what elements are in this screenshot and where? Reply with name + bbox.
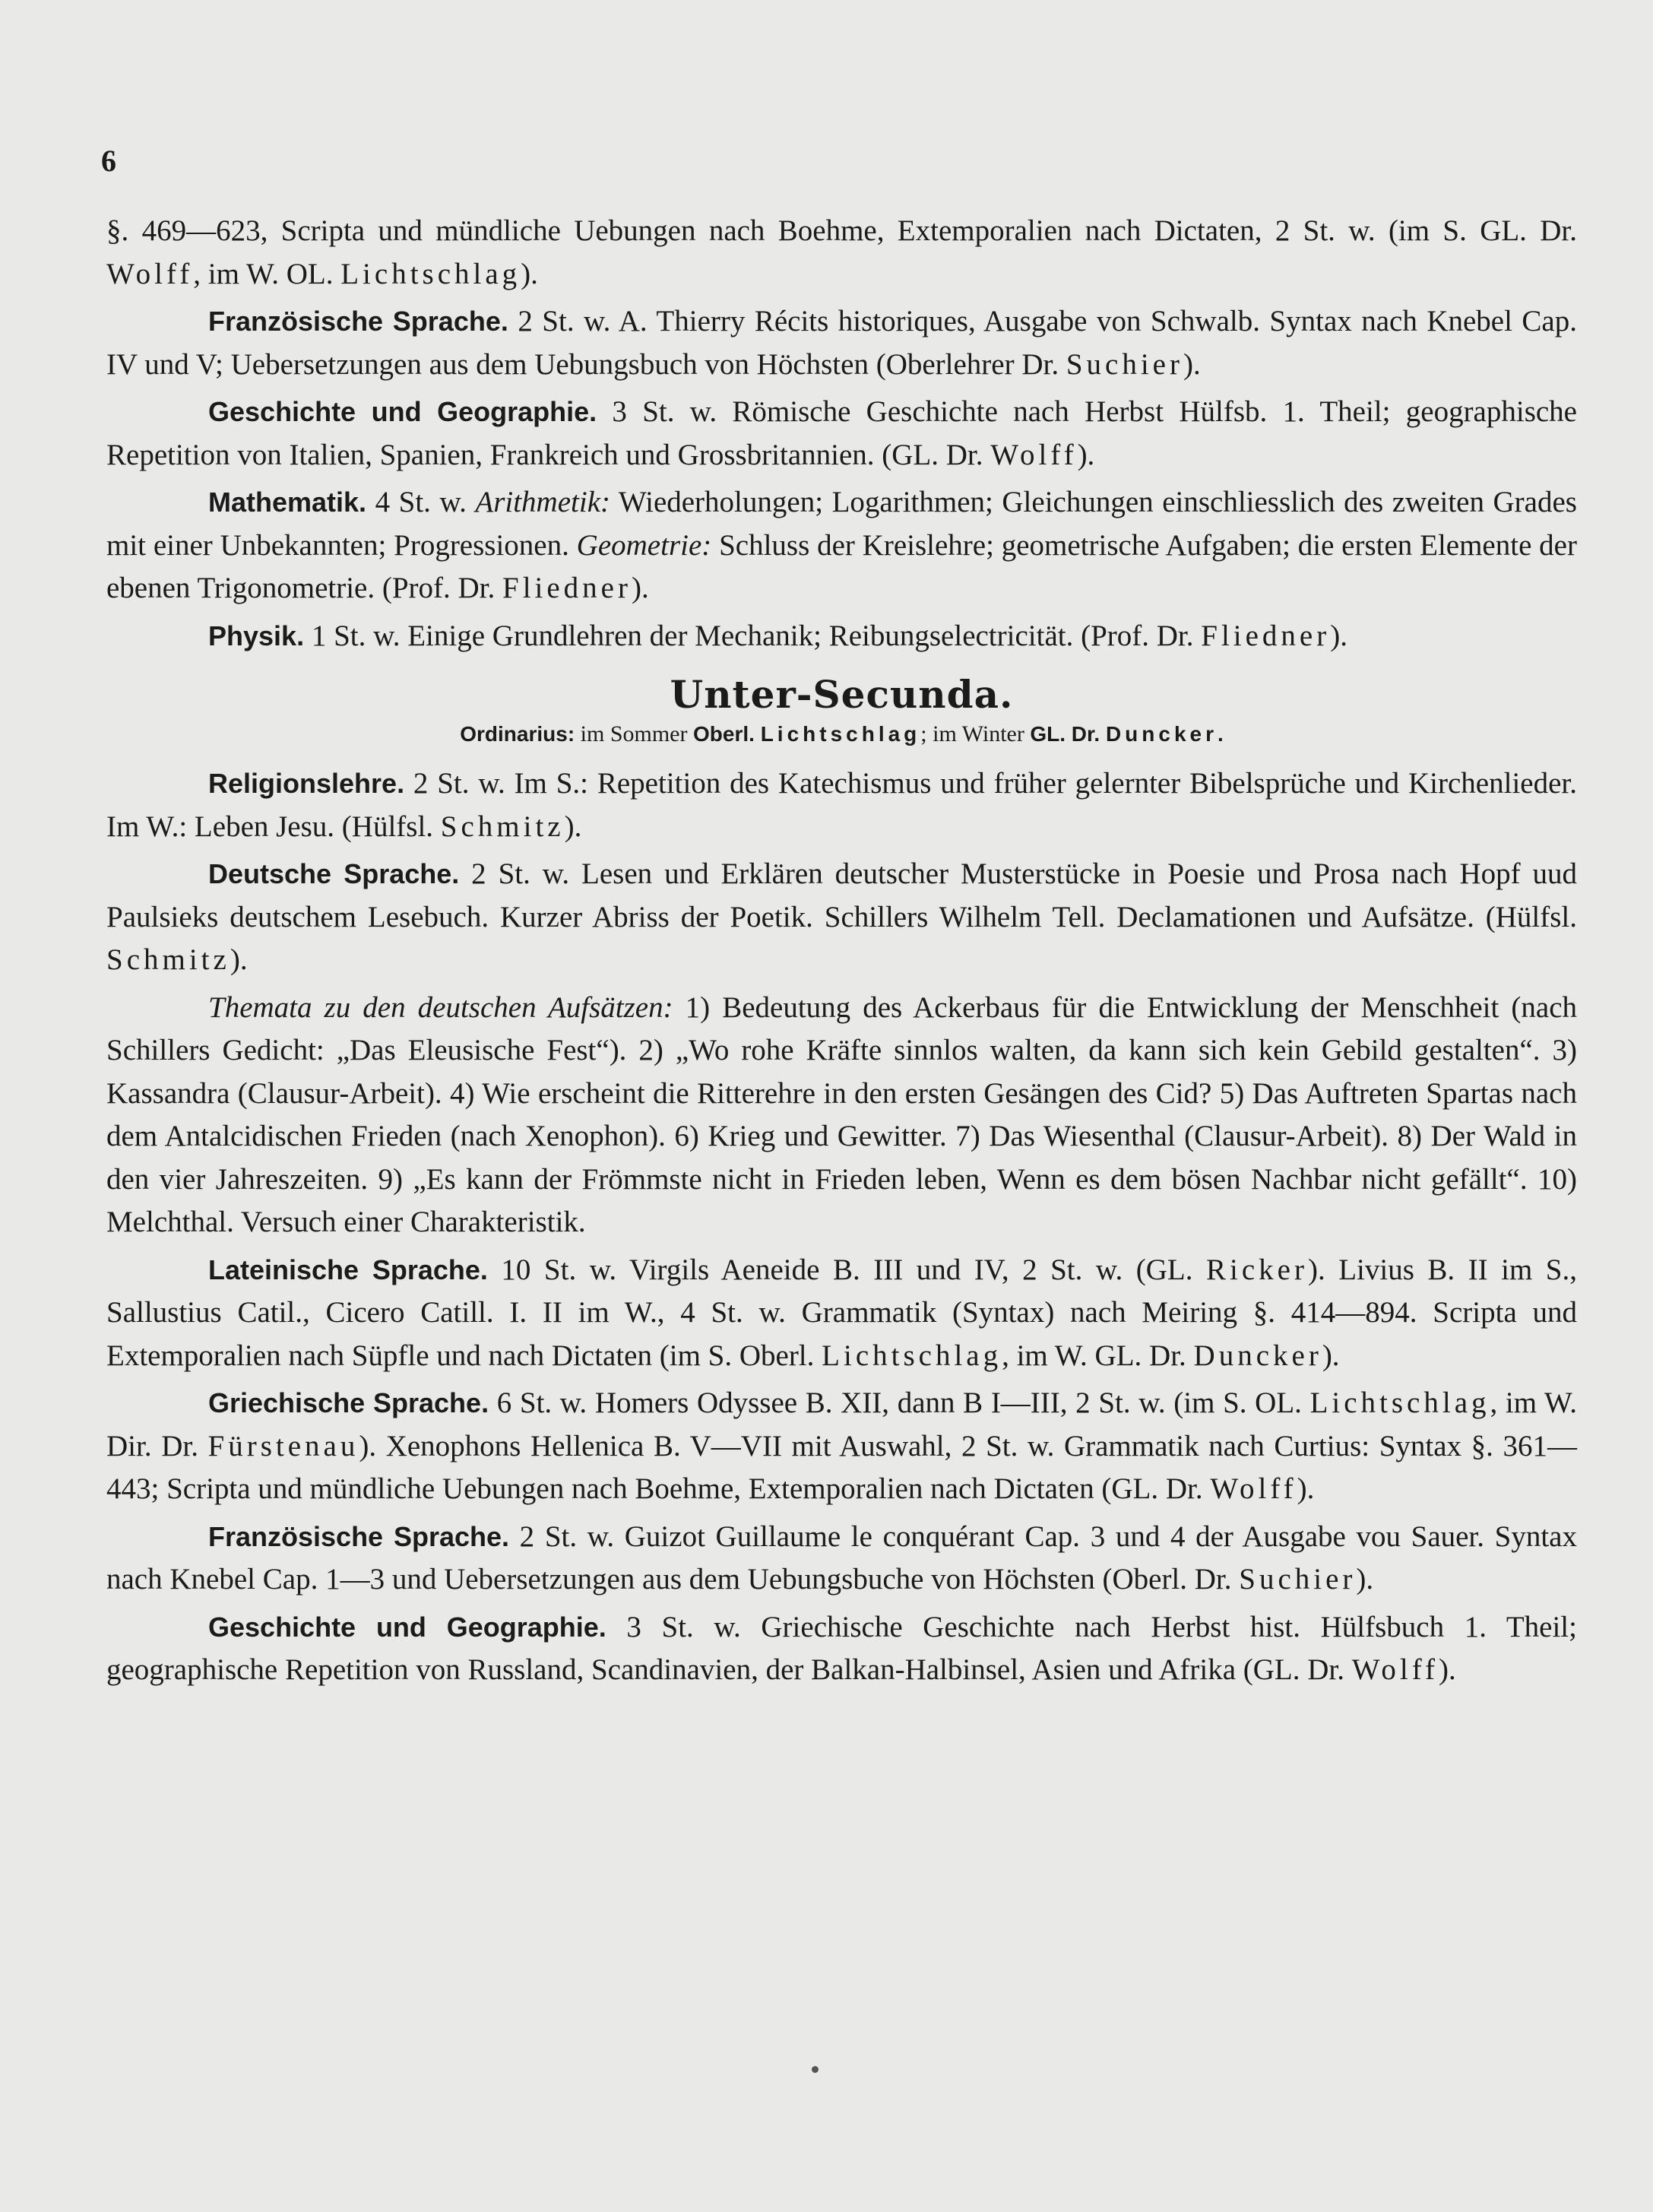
- paragraph-aufsatz-themen: Themata zu den deutschen Aufsätzen: 1) Bedeutung des Ackerbaus für die Entwicklung der Menschheit (nach Schillers Gedicht: „Das Eleusische Fest“). 2) „Wo rohe Kräfte sinnlos walten, da kann sich kein Gebild gestalten“. 3) Kassandra (Clausur-Arbeit). 4) Wie erscheint die Ritterehre in den ersten Gesängen des Cid? 5) Das Auftreten Spartas nach dem Antalcidischen Frieden (nach Xenophon). 6) Krieg und Gewitter. 7) Das Wiesenthal (Clausur-Arbeit). 8) Der Wald in den vier Jahreszeiten. 9) „Es kann der Frömmste nicht in Frieden leben, Wenn es dem bösen Nachbar nicht gefällt“. 10) Melchthal. Versuch einer Charakteristik.: [106, 990, 1578, 1238]
- paragraph-continuation: §. 469—623, Scripta und mündliche Uebungen nach Boehme, Extemporalien nach Dictaten, 2 St. w. (im S. GL. Dr. Wolff, im W. OL. Lichtschlag).: [106, 214, 1577, 290]
- teacher-name: Fürstenau: [207, 1429, 359, 1463]
- subject-heading: Französische Sprache.: [208, 306, 508, 337]
- page-body: [106, 210, 1577, 1697]
- teacher-name: Ricker: [1205, 1253, 1308, 1286]
- page-number: 6: [101, 144, 116, 178]
- paragraph-mathematik: Mathematik. 4 St. w. Arithmetik: Wiederholungen; Logarithmen; Gleichungen einschliesslich des zweiten Grades mit einer Unbekannten; Progressionen. Geometrie: Schluss der Kreislehre; geometrische Aufgaben; die ersten Elemente der ebenen Trigonometrie. (Prof. Dr. Fliedner).: [106, 486, 1577, 604]
- subject-heading: Geschichte und Geographie.: [208, 396, 597, 427]
- teacher-name: Wolff: [1351, 1653, 1439, 1686]
- paragraph-geschichte-obersecunda: Geschichte und Geographie. 3 St. w. Römische Geschichte nach Herbst Hülfsb. 1. Theil; geographische Repetition von Italien, Spanien, Frankreich und Grossbritannien. (GL. Dr. Wolff).: [106, 395, 1577, 471]
- teacher-name: Suchier: [1239, 1563, 1357, 1596]
- paragraph-franzoesisch-obersecunda: Französische Sprache. 2 St. w. A. Thierry Récits historiques, Ausgabe von Schwalb. Syntax nach Knebel Cap. IV und V; Uebersetzungen aus dem Uebungsbuch von Höchsten (Oberlehrer Dr. Suchier).: [106, 305, 1577, 381]
- teacher-name: Fliedner: [1201, 619, 1331, 652]
- teacher-name: Lichtschlag: [1309, 1386, 1490, 1419]
- paragraph-geschichte-untersecunda: Geschichte und Geographie. 3 St. w. Griechische Geschichte nach Herbst hist. Hülfsbuch 1. Theil; geographische Repetition von Russland, Scandinavien, der Balkan-Halbinsel, Asien und Afrika (GL. Dr. Wolff).: [106, 1610, 1577, 1686]
- subject-heading: Mathematik.: [208, 486, 367, 518]
- paragraph-franzoesisch-untersecunda: Französische Sprache. 2 St. w. Guizot Guillaume le conquérant Cap. 3 und 4 der Ausgabe vou Sauer. Syntax nach Knebel Cap. 1—3 und Uebersetzungen aus dem Uebungsbuche von Höchsten (Oberl. Dr. Suchier).: [106, 1520, 1577, 1596]
- subject-heading: Religionslehre.: [208, 768, 405, 799]
- teacher-name: Suchier: [1066, 347, 1183, 381]
- paragraph-physik: Physik. 1 St. w. Einige Grundlehren der Mechanik; Reibungselectricität. (Prof. Dr. Fliedner).: [208, 619, 1347, 652]
- teacher-name: Lichtschlag: [822, 1339, 1002, 1372]
- paragraph-religionslehre: Religionslehre. 2 St. w. Im S.: Repetition des Katechismus und früher gelernter Bibelsprüche und Kirchenlieder. Im W.: Leben Jesu. (Hülfsl. Schmitz).: [106, 767, 1577, 843]
- teacher-name: Fliedner: [502, 572, 632, 604]
- teacher-name: Lichtschlag: [340, 257, 521, 290]
- subject-heading: Geschichte und Geographie.: [208, 1611, 606, 1643]
- paragraph-deutsch: Deutsche Sprache. 2 St. w. Lesen und Erklären deutscher Musterstücke in Poesie und Prosa nach Hopf uud Paulsieks deutschem Lesebuch. Kurzer Abriss der Poetik. Schillers Wilhelm Tell. Declamationen und Aufsätze. (Hülfsl. Schmitz).: [106, 857, 1577, 976]
- ink-speck: [812, 2066, 819, 2073]
- ordinarius-line: Ordinarius: im Sommer Oberl. Lichtschlag; im Winter GL. Dr. Duncker.: [460, 721, 1224, 746]
- paragraph-latein: Lateinische Sprache. 10 St. w. Virgils Aeneide B. III und IV, 2 St. w. (GL. Ricker). Livius B. II im S., Sallustius Catil., Cicero Catill. I. II im W., 4 St. w. Grammatik (Syntax) nach Meiring §. 414—894. Scripta und Extemporalien nach Süpfle und nach Dictaten (im S. Oberl. Lichtschlag, im W. GL. Dr. Duncker).: [106, 1253, 1577, 1372]
- teacher-name: Duncker: [1105, 722, 1218, 746]
- subject-heading: Lateinische Sprache.: [208, 1253, 488, 1285]
- section-title: Unter-Secunda.: [670, 672, 1014, 717]
- teacher-name: Duncker: [1193, 1339, 1322, 1372]
- subject-heading: Französische Sprache.: [208, 1520, 510, 1552]
- teacher-name: Wolff: [106, 257, 194, 290]
- teacher-name: Wolff: [1210, 1472, 1297, 1505]
- subject-heading: Griechische Sprache.: [208, 1387, 489, 1418]
- teacher-name: Schmitz: [106, 943, 230, 976]
- subject-heading: Physik.: [208, 620, 305, 651]
- subject-heading: Deutsche Sprache.: [208, 858, 460, 889]
- teacher-name: Schmitz: [440, 810, 565, 843]
- teacher-name: Wolff: [990, 438, 1078, 471]
- teacher-name: Lichtschlag: [760, 722, 921, 746]
- paragraph-griechisch: Griechische Sprache. 6 St. w. Homers Odyssee B. XII, dann B I—III, 2 St. w. (im S. OL. Lichtschlag, im W. Dir. Dr. Fürstenau). Xenophons Hellenica B. V—VII mit Auswahl, 2 St. w. Grammatik nach Curtius: Syntax §. 361—443; Scripta und mündliche Uebungen nach Boehme, Extemporalien nach Dictaten (GL. Dr. Wolff).: [106, 1386, 1577, 1505]
